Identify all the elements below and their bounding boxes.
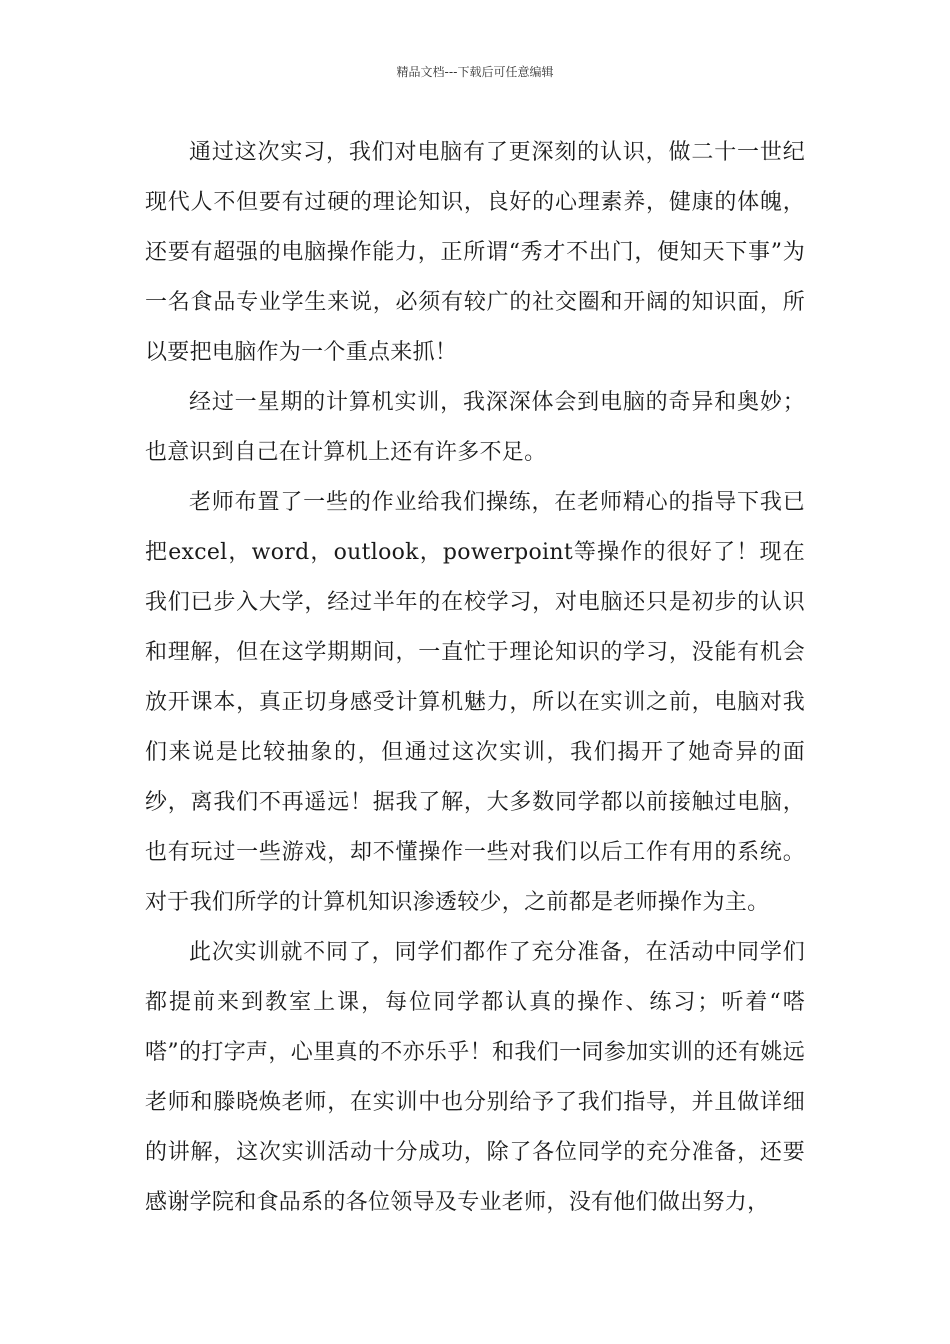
document-body: [145, 128, 805, 1228]
paragraph-1: 通过这次实习，我们对电脑有了更深刻的认识，做二十一世纪现代人不但要有过硬的理论知识，良好的心理素养，健康的体魄，还要有超强的电脑操作能力，正所谓“秀才不出门，便知天下事”为一名食品专业学生来说，必须有较广的社交圈和开阔的知识面，所以要把电脑作为一个重点来抓！: [145, 140, 805, 365]
paragraph-3: 老师布置了一些的作业给我们操练，在老师精心的指导下我已把excel，word，outlook，powerpoint等操作的很好了！现在我们已步入大学，经过半年的在校学习，对电脑还只是初步的认识和理解，但在这学期期间，一直忙于理论知识的学习，没能有机会放开课本，真正切身感受计算机魅力，所以在实训之前，电脑对我们来说是比较抽象的，但通过这次实训，我们揭开了她奇异的面纱，离我们不再遥远！据我了解，大多数同学都以前接触过电脑，也有玩过一些游戏，却不懂操作一些对我们以后工作有用的系统。对于我们所学的计算机知识渗透较少，之前都是老师操作为主。: [145, 490, 805, 915]
paragraph-2: 经过一星期的计算机实训，我深深体会到电脑的奇异和奥妙；也意识到自己在计算机上还有许多不足。: [145, 390, 805, 465]
page-header: 精品文档---下载后可任意编辑: [396, 65, 554, 79]
paragraph-4: 此次实训就不同了，同学们都作了充分准备，在活动中同学们都提前来到教室上课，每位同学都认真的操作、练习；听着“嗒嗒”的打字声，心里真的不亦乐乎！和我们一同参加实训的还有姚远老师和滕晓焕老师，在实训中也分别给予了我们指导，并且做详细的讲解，这次实训活动十分成功，除了各位同学的充分准备，还要感谢学院和食品系的各位领导及专业老师，没有他们做出努力，: [145, 940, 805, 1215]
